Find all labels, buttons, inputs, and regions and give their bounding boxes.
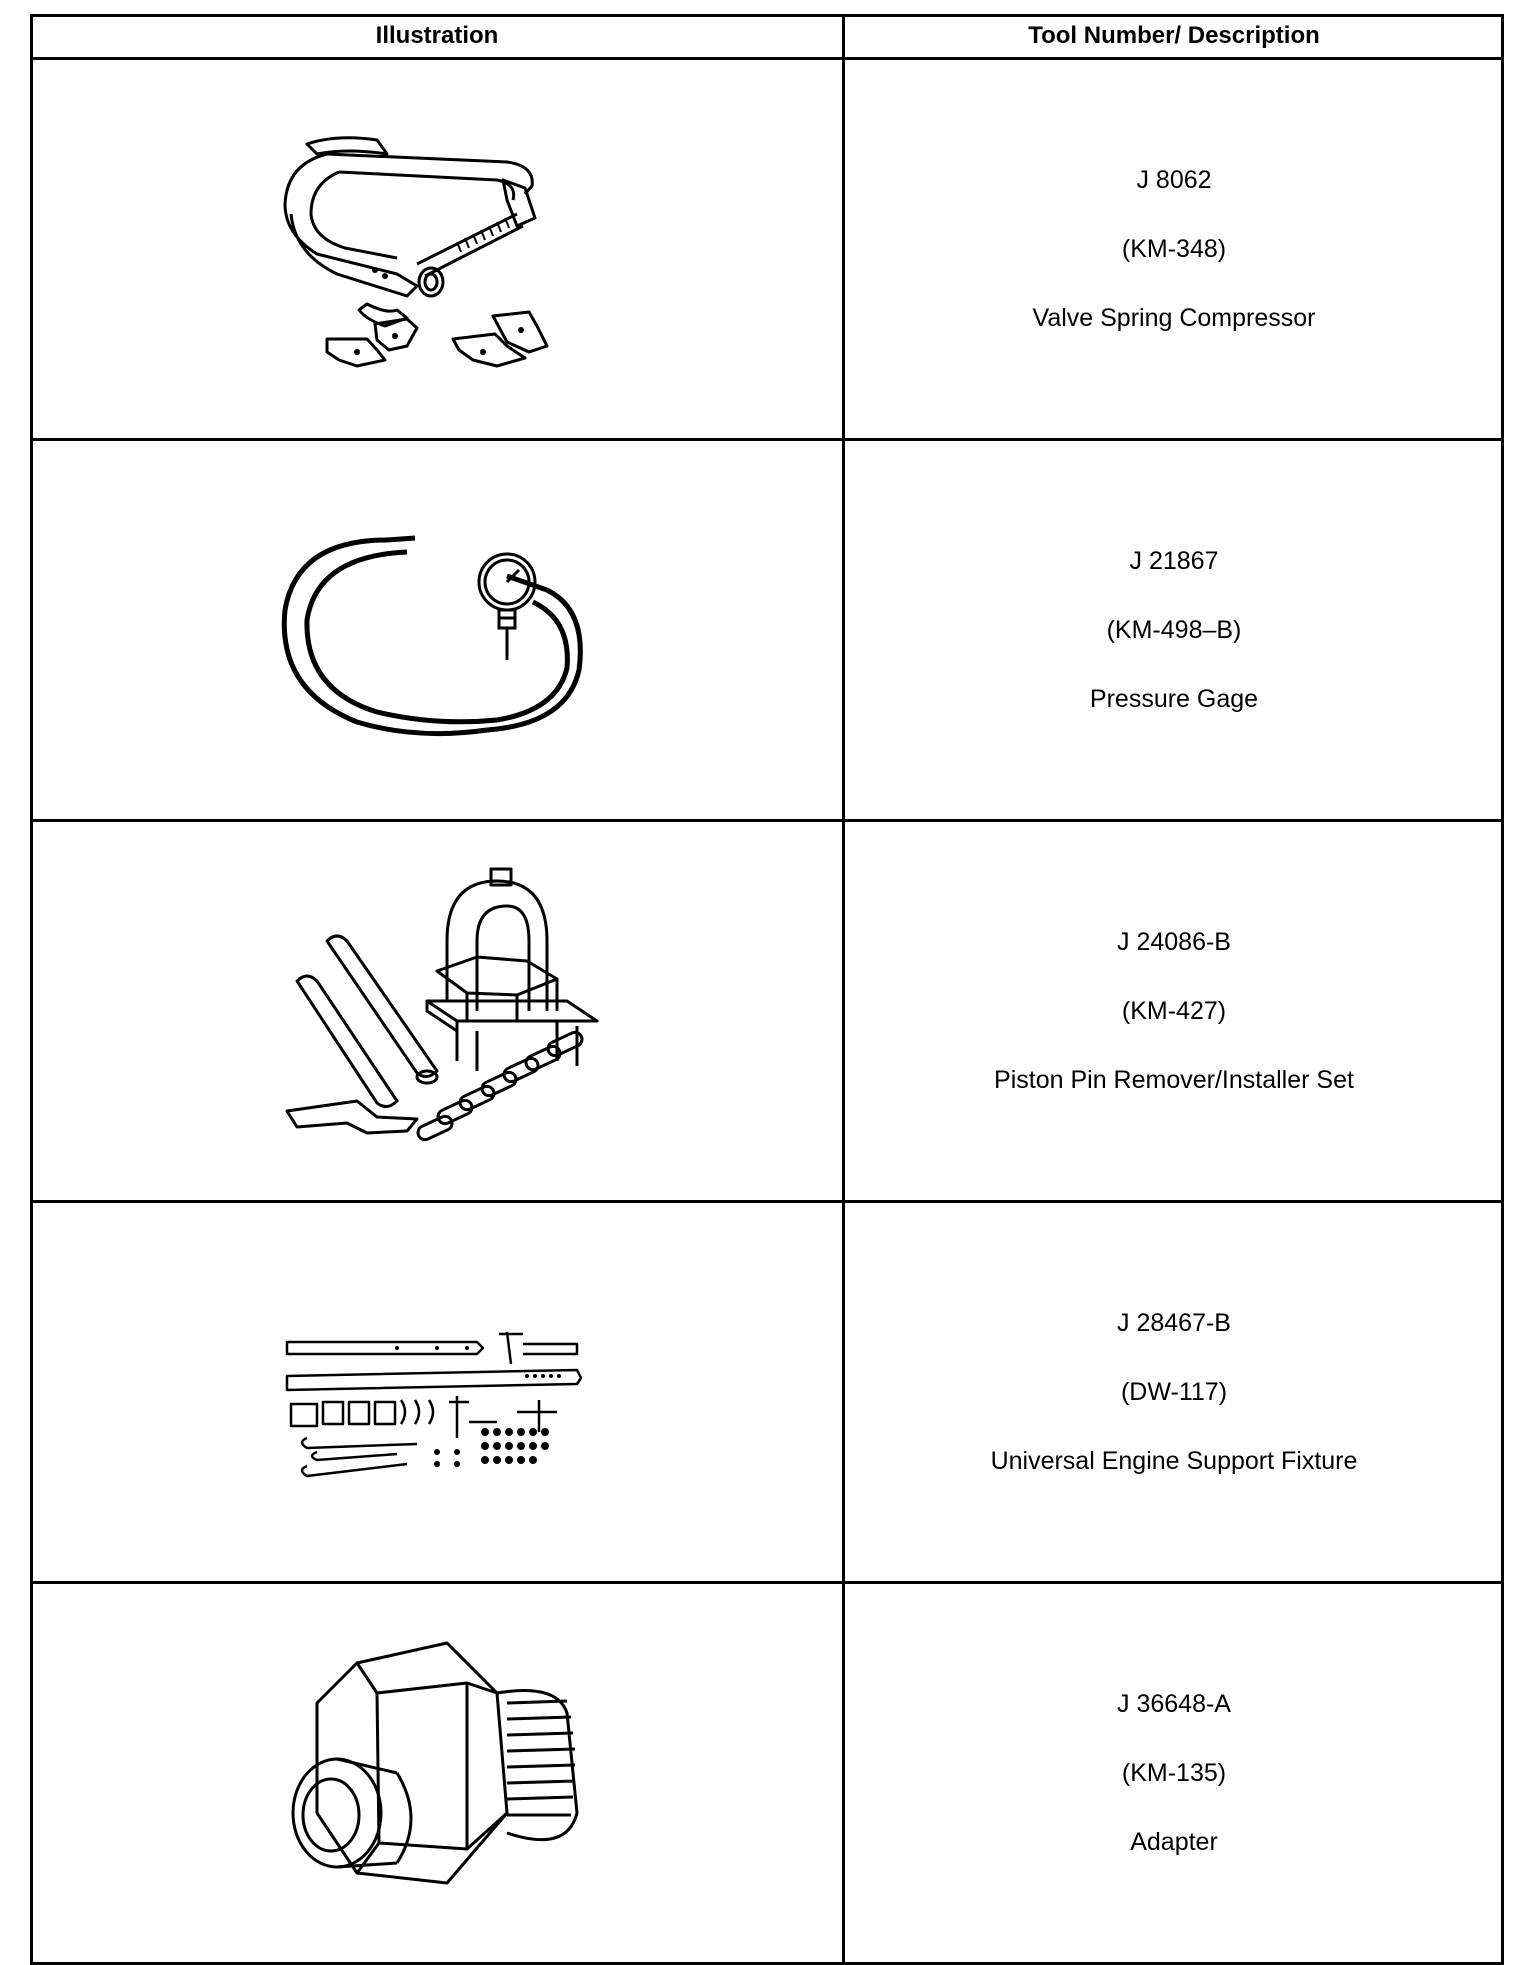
tool-description: Adapter: [1130, 1827, 1218, 1856]
engine-support-fixture-icon: [277, 1292, 597, 1492]
tool-description-cell: [844, 822, 1504, 1200]
illustration-cell: [30, 1584, 844, 1962]
adapter-icon: [267, 1623, 607, 1923]
tool-alt-number: (KM-135): [1121, 1758, 1227, 1787]
illustration-cell: [30, 822, 844, 1200]
tool-description: Universal Engine Support Fixture: [990, 1446, 1358, 1475]
illustration-cell: [30, 1203, 844, 1581]
tool-description-cell: [844, 441, 1504, 819]
tool-alt-number: (KM-348): [1121, 234, 1227, 263]
tool-alt-number: (KM-427): [1121, 996, 1227, 1025]
tool-number: J 8062: [1136, 165, 1212, 194]
tool-alt-number: (KM-498–B): [1106, 615, 1242, 644]
tool-number: J 21867: [1129, 546, 1219, 575]
tool-number: J 36648-A: [1117, 1689, 1231, 1718]
piston-pin-set-icon: [267, 861, 607, 1161]
valve-spring-compressor-icon: [267, 114, 607, 384]
tool-description-cell: [844, 60, 1504, 438]
pressure-gage-icon: [267, 500, 607, 760]
tool-description: Piston Pin Remover/Installer Set: [994, 1065, 1354, 1094]
tool-table: [30, 14, 1504, 1965]
header-illustration: Illustration: [375, 22, 499, 49]
header-tool-description: Tool Number/ Description: [1028, 22, 1320, 49]
illustration-cell: [30, 441, 844, 819]
tool-description: Pressure Gage: [1089, 684, 1259, 713]
tool-description-cell: [844, 1584, 1504, 1962]
tool-number: J 28467-B: [1117, 1308, 1231, 1337]
tool-description: Valve Spring Compressor: [1032, 303, 1316, 332]
illustration-cell: [30, 60, 844, 438]
tool-alt-number: (DW-117): [1120, 1377, 1228, 1406]
tool-description-cell: [844, 1203, 1504, 1581]
tool-number: J 24086-B: [1117, 927, 1231, 956]
